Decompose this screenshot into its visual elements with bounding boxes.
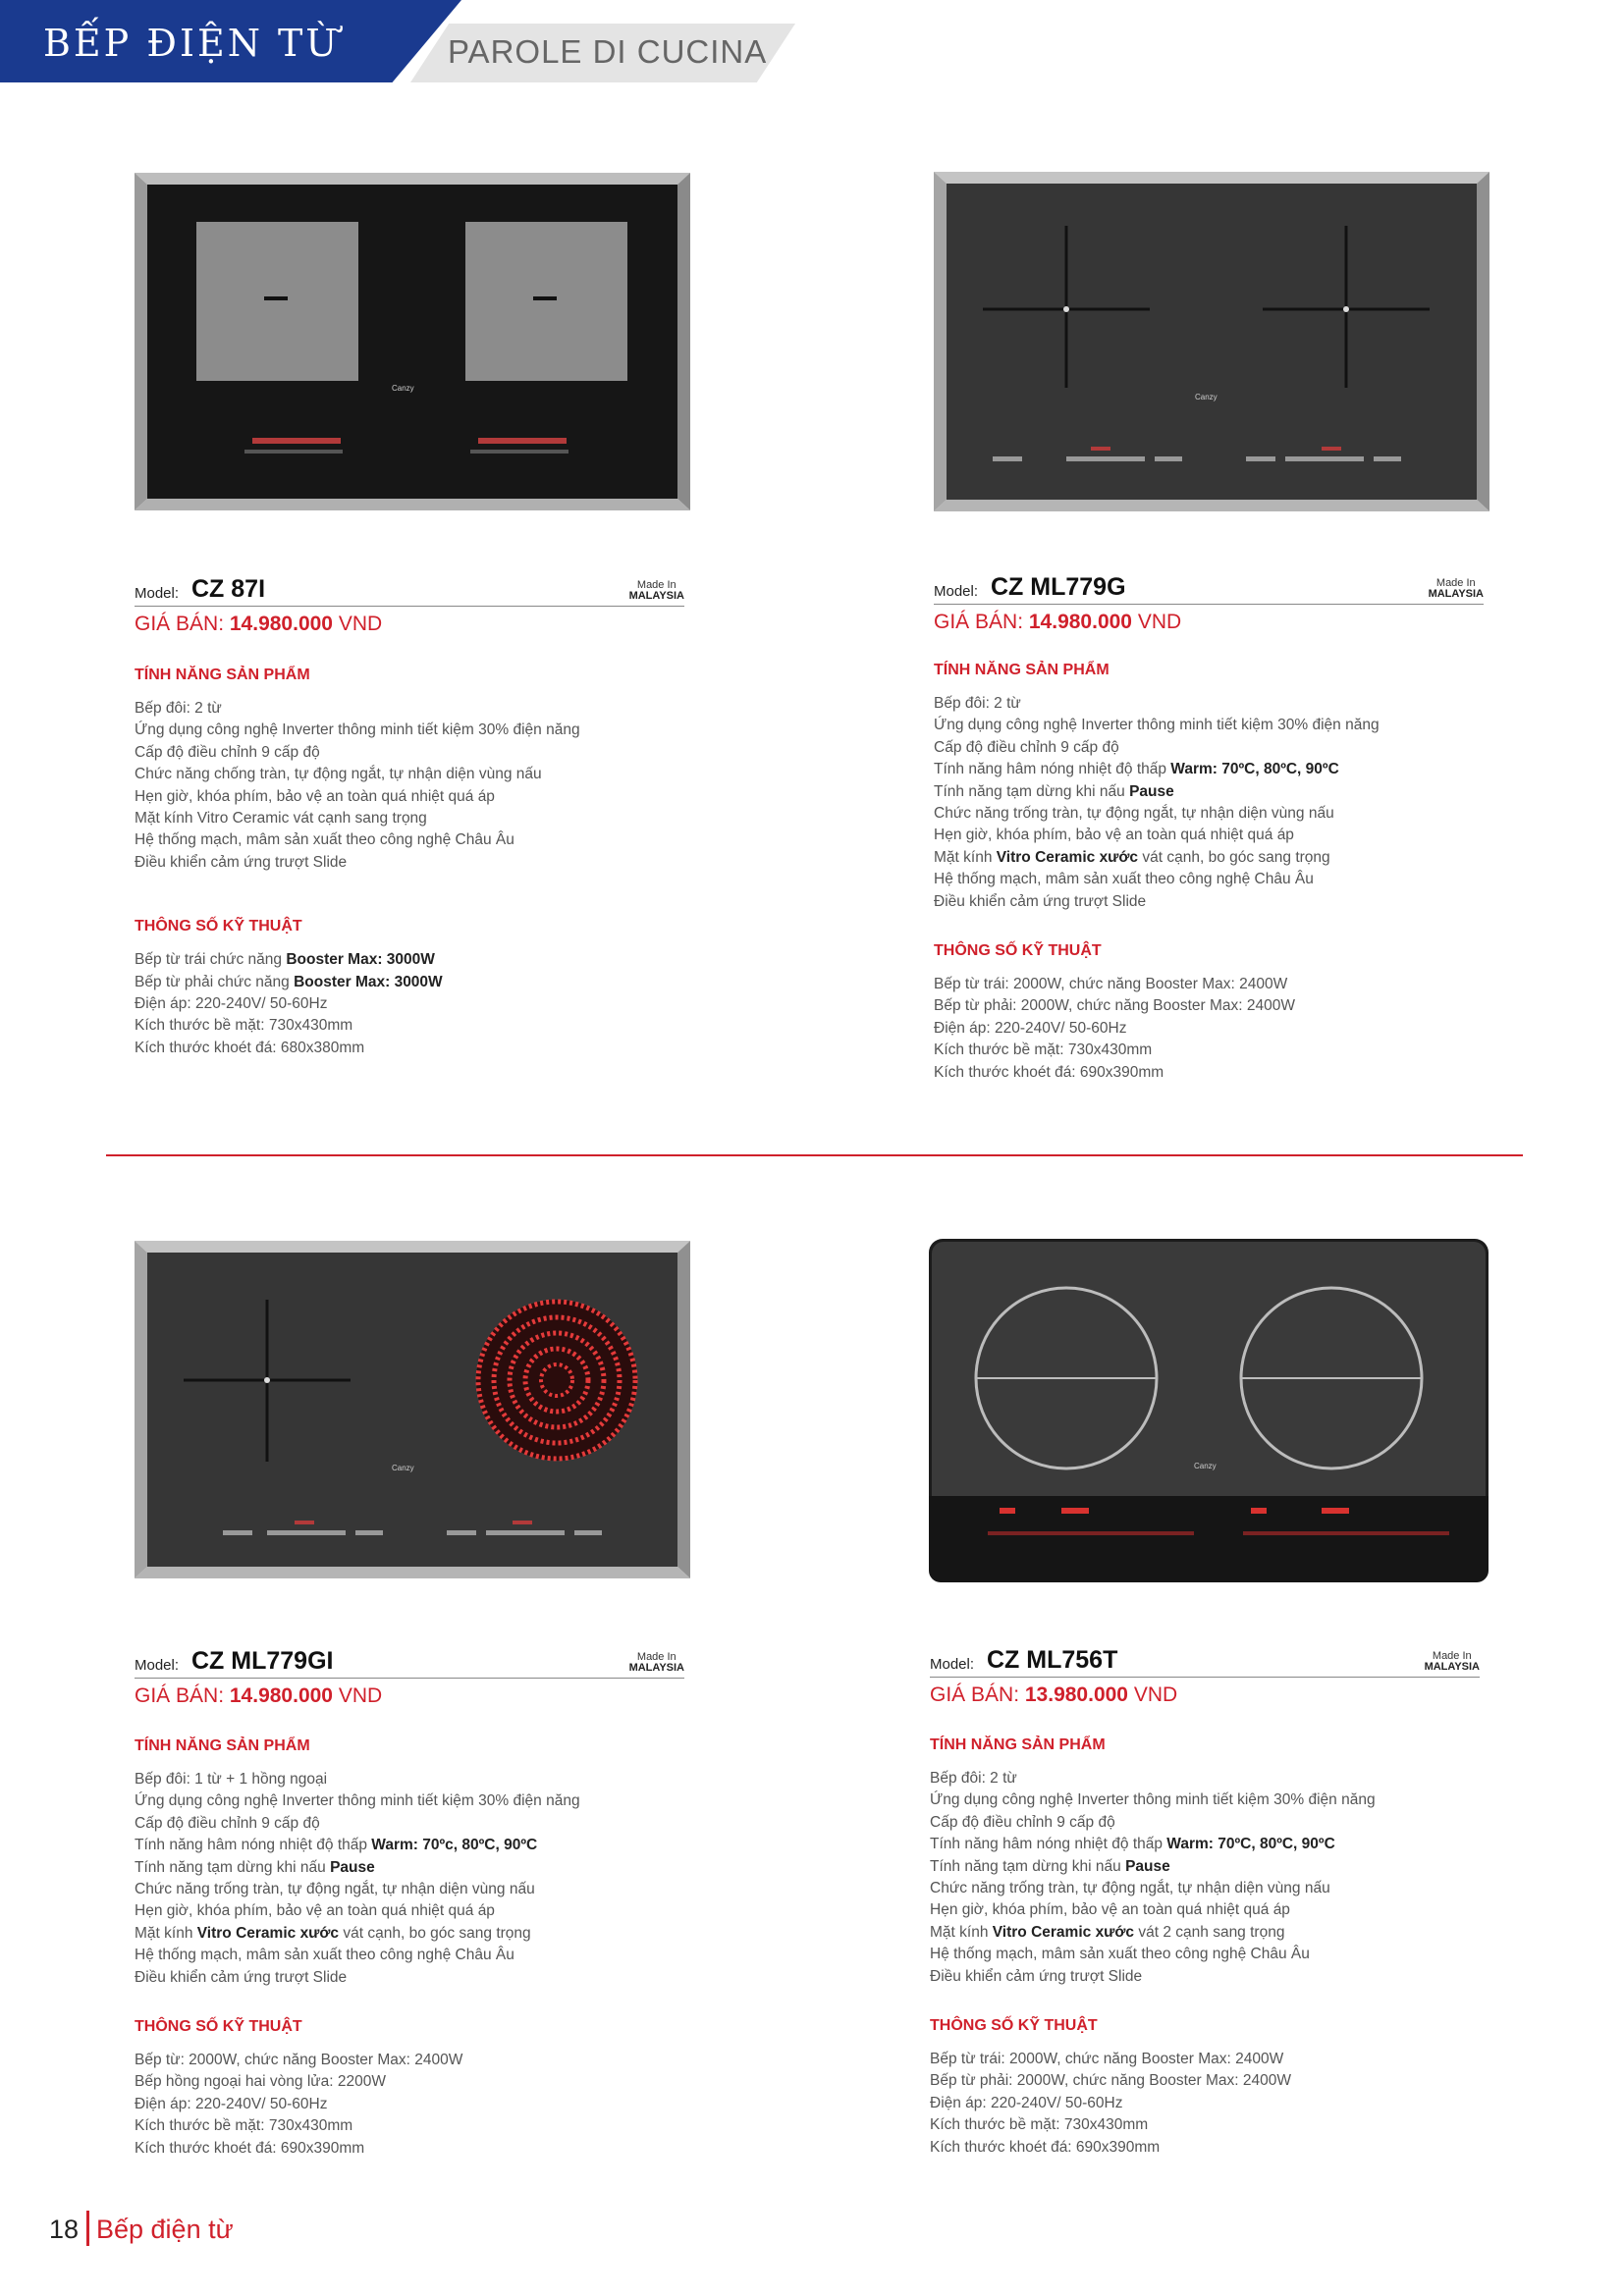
list-item [135,2071,684,2093]
list-item [930,2070,1480,2092]
brand-logo: Canzy [1195,393,1218,401]
text-segment: Hệ thống mạch, mâm sản xuất theo công nghệ Châu Âu [930,1946,1310,1963]
text-segment: Kích thước bề mặt: 730x430mm [934,1041,1153,1059]
bold-text: Warm: 70ºC, 80ºC, 90ºC [1170,761,1339,778]
list-item [135,742,684,764]
list-item [934,803,1484,825]
text-segment: Hệ thống mạch, mâm sản xuất theo công nghệ Châu Âu [934,871,1314,888]
list-item [135,2138,684,2160]
list-item [930,1966,1480,1988]
list-item [135,1038,684,1059]
text-segment: Điều khiển cảm ứng trượt Slide [934,892,1147,910]
bold-text: Warm: 70ºc, 80ºC, 90ºC [371,1837,538,1854]
list-item [930,1899,1480,1921]
model-name: CZ ML779GI [191,1647,334,1675]
specs-title: THÔNG SỐ KỸ THUẬT [930,2017,1098,2035]
list-item [930,1789,1480,1811]
model-name: CZ ML779G [991,573,1126,601]
text-segment: Ứng dụng công nghệ Inverter thông minh tiết kiệm 30% điện năng [930,1791,1376,1809]
list-item [930,1768,1480,1789]
price-currency: VND [338,613,383,635]
features-list [934,693,1484,913]
specs-list [930,2049,1480,2159]
list-item [135,2050,684,2071]
list-item [135,698,684,720]
page-subtitle: PAROLE DI CUCINA [448,33,768,70]
list-item [135,786,684,808]
model-row [135,1645,684,1679]
model-name: CZ 87I [191,575,266,603]
text-segment: Điện áp: 220-240V/ 50-60Hz [934,1019,1127,1037]
page-title: BẾP ĐIỆN TỪ [43,22,341,65]
model-row [930,1644,1480,1678]
list-item [930,1922,1480,1944]
text-segment: Kích thước khoét đá: 680x380mm [135,1039,365,1056]
text-segment: Kích thước bề mặt: 730x430mm [135,2117,353,2135]
footer-separator [86,2211,89,2246]
model-name: CZ ML756T [987,1646,1118,1674]
list-item [930,1856,1480,1878]
specs-title: THÔNG SỐ KỸ THUẬT [135,918,302,935]
text-segment: Chức năng trống tràn, tự động ngắt, tự nhận diện vùng nấu [930,1880,1330,1897]
brand-logo: Canzy [392,1464,414,1472]
model-label: Model: [930,1656,975,1673]
text-segment: Bếp đôi: 2 từ [135,700,222,717]
text-segment: Bếp từ trái: 2000W, chức năng Booster Max: 2400W [934,976,1288,993]
price-label: GIÁ BÁN: [135,613,225,635]
product-card [135,573,684,1059]
text-segment: Tính năng hâm nóng nhiệt độ thấp [934,761,1171,778]
price-value: 14.980.000 [1028,611,1132,633]
list-item [930,2049,1480,2070]
price-label: GIÁ BÁN: [930,1683,1020,1706]
bold-text: Warm: 70ºC, 80ºC, 90ºC [1166,1836,1335,1853]
text-segment: Bếp từ trái: 2000W, chức năng Booster Max: 2400W [930,2051,1284,2068]
list-item [934,891,1484,913]
list-item [934,715,1484,736]
specs-title: THÔNG SỐ KỸ THUẬT [135,2018,302,2036]
bold-text: Vitro Ceramic xước [992,1923,1135,1941]
text-segment: Cấp độ điều chỉnh 9 cấp độ [934,738,1119,756]
features-title: TÍNH NĂNG SẢN PHẨM [930,1736,1106,1753]
specs-list [135,2050,684,2160]
text-segment: Bếp từ phải: 2000W, chức năng Booster Max: 2400W [934,997,1295,1015]
product-card [930,1644,1480,2159]
list-item [930,1834,1480,1855]
list-item [135,1769,684,1790]
list-item [135,2115,684,2137]
made-in-country: MALAYSIA [1424,1661,1480,1674]
price-value: 14.980.000 [229,613,333,635]
cooktop-czml779gi-image [135,1241,690,1578]
made-in-country: MALAYSIA [1428,588,1484,601]
list-item [135,1945,684,1966]
text-segment: Kích thước bề mặt: 730x430mm [135,1017,353,1035]
bold-text: Pause [330,1858,375,1876]
features-list [135,1769,684,1989]
text-segment: Tính năng tạm dừng khi nấu [135,1858,331,1876]
list-item [934,847,1484,869]
text-segment: Hẹn giờ, khóa phím, bảo vệ an toàn quá nhiệt quá áp [934,827,1294,844]
list-item [135,1835,684,1856]
text-segment: Cấp độ điều chỉnh 9 cấp độ [930,1813,1115,1831]
text-segment: Tính năng tạm dừng khi nấu [934,782,1130,800]
made-in-country: MALAYSIA [628,1662,684,1675]
price-currency: VND [338,1684,383,1707]
text-segment: Điện áp: 220-240V/ 50-60Hz [135,995,328,1013]
list-item [135,1900,684,1922]
list-item [135,972,684,993]
list-item [934,693,1484,715]
list-item [135,1879,684,1900]
footer-section-name: Bếp điện từ [96,2215,234,2244]
list-item [135,852,684,874]
list-item [934,1040,1484,1061]
text-segment: Ứng dụng công nghệ Inverter thông minh tiết kiệm 30% điện năng [934,717,1380,734]
features-list [135,698,684,874]
list-item [930,1812,1480,1834]
model-label: Model: [135,1657,180,1674]
price-line [930,1683,1480,1707]
text-segment: Kích thước khoét đá: 690x390mm [930,2138,1161,2156]
text-segment: Điện áp: 220-240V/ 50-60Hz [135,2095,328,2112]
price-line [135,1684,684,1708]
cooktop-czml779g-image [934,172,1489,511]
list-item [135,1923,684,1945]
bold-text: Booster Max: 3000W [286,951,435,969]
made-in-label: Made In [636,578,677,591]
made-in-country: MALAYSIA [628,590,684,603]
list-item [135,1813,684,1835]
text-segment: Kích thước khoét đá: 690x390mm [135,2139,365,2157]
made-in-label: Made In [1432,1649,1472,1662]
list-item [135,2094,684,2115]
bold-text: Pause [1129,782,1174,800]
cooktop-czml756t-image [929,1239,1489,1582]
brand-logo: Canzy [1194,1462,1217,1470]
text-segment: Bếp hồng ngoại hai vòng lửa: 2200W [135,2073,386,2091]
price-value: 14.980.000 [229,1684,333,1707]
list-item [135,829,684,851]
text-segment: Tính năng hâm nóng nhiệt độ thấp [135,1837,372,1854]
list-item [930,2137,1480,2159]
list-item [934,737,1484,759]
text-segment: Hẹn giờ, khóa phím, bảo vệ an toàn quá nhiệt quá áp [930,1901,1290,1919]
text-segment: Bếp từ trái chức năng [135,951,287,969]
text-segment: Mặt kính [934,848,997,866]
list-item [135,720,684,741]
model-label: Model: [934,583,979,600]
text-segment: Tính năng hâm nóng nhiệt độ thấp [930,1836,1167,1853]
text-segment: Hệ thống mạch, mâm sản xuất theo công nghệ Châu Âu [135,1947,514,1964]
price-line [135,613,684,636]
text-segment: Bếp từ phải: 2000W, chức năng Booster Max: 2400W [930,2072,1291,2090]
made-in-badge [1425,1651,1480,1674]
made-in-label: Made In [1435,576,1476,589]
text-segment: vát 2 cạnh sang trọng [1134,1923,1285,1941]
page-number: 18 [49,2215,80,2244]
list-item [135,1015,684,1037]
text-segment: Bếp đôi: 1 từ + 1 hồng ngoại [135,1771,328,1788]
text-segment: Hẹn giờ, khóa phím, bảo vệ an toàn quá nhiệt quá áp [135,787,495,805]
text-segment: Ứng dụng công nghệ Inverter thông minh tiết kiệm 30% điện năng [135,1792,580,1810]
product-card [934,571,1484,1084]
list-item [135,1967,684,1989]
list-item [135,1857,684,1879]
list-item [135,993,684,1015]
text-segment: Chức năng trống tràn, tự động ngắt, tự nhận diện vùng nấu [135,1881,535,1898]
list-item [934,995,1484,1017]
specs-list [135,949,684,1059]
text-segment: Mặt kính [930,1923,993,1941]
cooktop-cz87i-image [135,173,690,510]
bold-text: Booster Max: 3000W [294,973,443,990]
list-item [934,869,1484,890]
features-list [930,1768,1480,1988]
price-currency: VND [1133,1683,1178,1706]
text-segment: Hẹn giờ, khóa phím, bảo vệ an toàn quá nhiệt quá áp [135,1902,495,1920]
made-in-badge [629,580,684,603]
text-segment: Điều khiển cảm ứng trượt Slide [135,853,348,871]
features-title: TÍNH NĂNG SẢN PHẨM [934,662,1110,678]
features-title: TÍNH NĂNG SẢN PHẨM [135,1737,310,1754]
text-segment: Chức năng chống tràn, tự động ngắt, tự nhận diện vùng nấu [135,766,542,783]
text-segment: Chức năng trống tràn, tự động ngắt, tự nhận diện vùng nấu [934,805,1334,823]
product-card [135,1645,684,2160]
text-segment: Điều khiển cảm ứng trượt Slide [135,1968,348,1986]
list-item [934,1062,1484,1084]
text-segment: Cấp độ điều chỉnh 9 cấp độ [135,1814,320,1832]
price-line [934,611,1484,634]
model-label: Model: [135,585,180,602]
features-title: TÍNH NĂNG SẢN PHẨM [135,667,310,683]
made-in-badge [1429,578,1484,601]
list-item [930,2114,1480,2136]
text-segment: Kích thước khoét đá: 690x390mm [934,1063,1164,1081]
bold-text: Vitro Ceramic xước [196,1924,340,1942]
list-item [934,974,1484,995]
text-segment: Ứng dụng công nghệ Inverter thông minh tiết kiệm 30% điện năng [135,721,580,739]
text-segment: vát cạnh, bo góc sang trọng [1138,848,1330,866]
text-segment: Bếp từ: 2000W, chức năng Booster Max: 2400W [135,2052,463,2069]
bold-text: Vitro Ceramic xước [996,848,1139,866]
list-item [934,759,1484,780]
model-row [934,571,1484,605]
model-row [135,573,684,607]
list-item [930,2093,1480,2114]
text-segment: Kích thước bề mặt: 730x430mm [930,2116,1149,2134]
brand-logo: Canzy [392,384,414,393]
specs-list [934,974,1484,1084]
list-item [930,1878,1480,1899]
text-segment: Điện áp: 220-240V/ 50-60Hz [930,2094,1123,2111]
list-item [135,949,684,971]
list-item [934,825,1484,846]
text-segment: Điều khiển cảm ứng trượt Slide [930,1967,1143,1985]
text-segment: Mặt kính Vitro Ceramic vát cạnh sang trọng [135,810,427,828]
price-label: GIÁ BÁN: [934,611,1024,633]
text-segment: Mặt kính [135,1924,197,1942]
text-segment: Bếp đôi: 2 từ [930,1770,1017,1787]
list-item [135,808,684,829]
text-segment: Cấp độ điều chỉnh 9 cấp độ [135,743,320,761]
price-currency: VND [1137,611,1182,633]
text-segment: Hệ thống mạch, mâm sản xuất theo công nghệ Châu Âu [135,831,514,849]
specs-title: THÔNG SỐ KỸ THUẬT [934,942,1102,960]
made-in-badge [629,1652,684,1675]
bold-text: Pause [1125,1857,1170,1875]
price-value: 13.980.000 [1024,1683,1128,1706]
list-item [135,764,684,785]
made-in-label: Made In [636,1650,677,1663]
text-segment: Bếp đôi: 2 từ [934,695,1021,712]
list-item [135,1790,684,1812]
list-item [934,1018,1484,1040]
price-label: GIÁ BÁN: [135,1684,225,1707]
text-segment: vát cạnh, bo góc sang trọng [339,1924,531,1942]
section-divider [106,1154,1523,1156]
text-segment: Tính năng tạm dừng khi nấu [930,1857,1126,1875]
list-item [934,781,1484,803]
text-segment: Bếp từ phải chức năng [135,973,295,990]
list-item [930,1944,1480,1965]
